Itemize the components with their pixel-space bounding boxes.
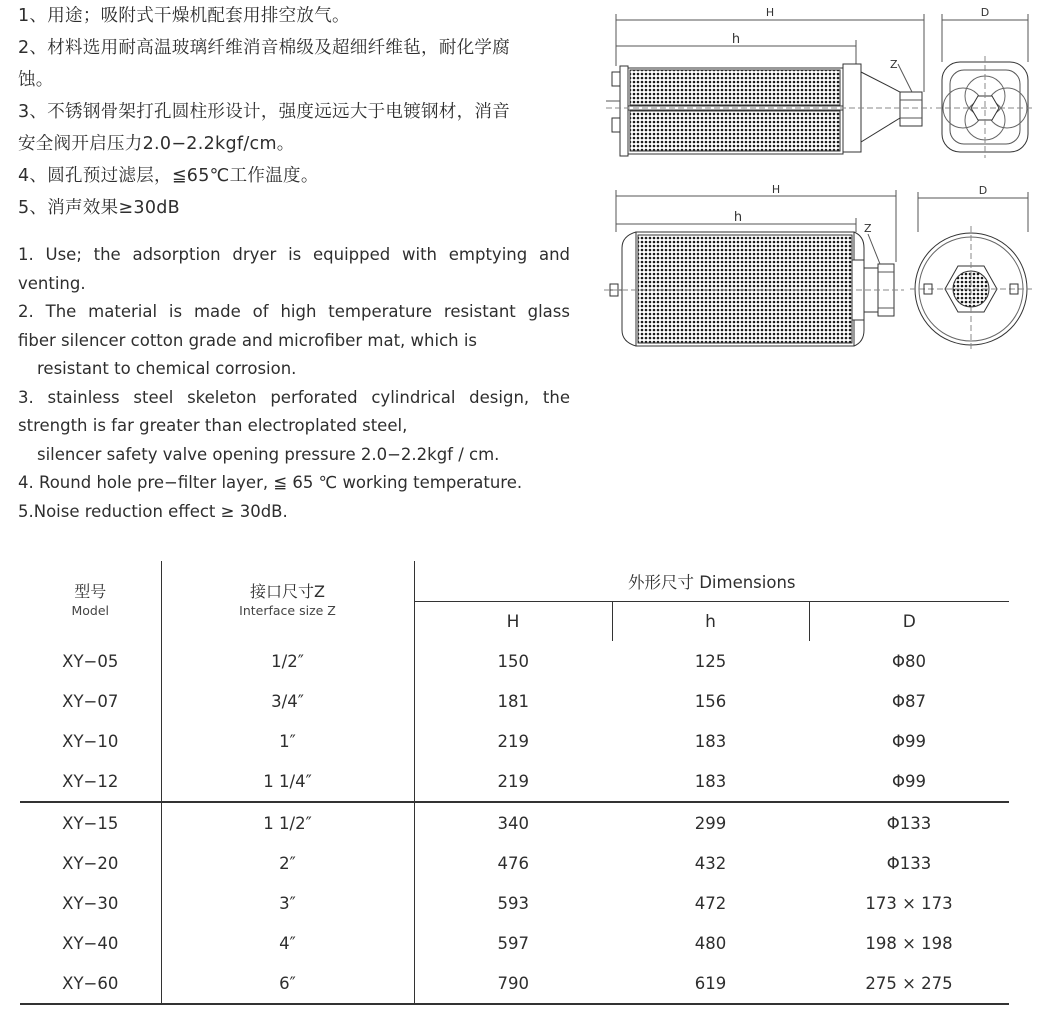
en-item-3-cont: strength is far greater than electroplated steel, <box>18 416 408 435</box>
cn-feature-list <box>18 0 578 224</box>
cell-D: Φ99 <box>892 731 926 751</box>
cell-H: 150 <box>497 651 529 671</box>
cell-h: 125 <box>694 651 727 671</box>
cell-H: 593 <box>497 893 529 913</box>
en-item-5: 5.Noise reduction effect ≥ 30dB. <box>18 501 288 521</box>
cell-h: 183 <box>694 731 727 751</box>
top-dim-D-label: D <box>980 6 990 19</box>
cn-item-5: 5、消声效果≥30dB <box>18 198 180 218</box>
cell-H: 219 <box>497 731 529 751</box>
cn-item-2-cont: 蚀。 <box>18 70 54 90</box>
cell-model: XY−15 <box>20 802 161 843</box>
cell-h: 619 <box>612 963 809 1004</box>
cell-h: 156 <box>694 691 727 711</box>
cell-D: 198 × 198 <box>865 933 953 953</box>
bottom-side-view <box>604 190 904 346</box>
cell-model: XY−07 <box>20 681 161 721</box>
col-D-header: D <box>902 611 916 632</box>
top-side-view <box>606 14 932 156</box>
cell-interface: 1/2″ <box>161 641 414 681</box>
en-feature-list <box>18 241 570 526</box>
cell-D: Φ133 <box>886 853 932 873</box>
cn-item-2: 2、材料选用耐高温玻璃纤维消音棉级及超细纤维毡，耐化学腐 <box>18 38 511 58</box>
cell-D: Φ99 <box>892 771 926 791</box>
cell-model: XY−30 <box>20 883 161 923</box>
cell-model: XY−10 <box>20 721 161 761</box>
cell-D: 275 × 275 <box>809 963 1009 1004</box>
table-row <box>20 761 1009 802</box>
cell-interface: 3/4″ <box>161 681 414 721</box>
cell-h: 480 <box>694 933 727 953</box>
col-model-header <box>20 561 161 641</box>
en-item-3-cont2: silencer safety valve opening pressure 2.0−2.2kgf / cm. <box>37 444 500 464</box>
spec-table-body <box>20 641 1009 1004</box>
cell-h: 472 <box>694 893 727 913</box>
cell-model: XY−20 <box>20 843 161 883</box>
technical-drawings <box>600 0 1040 370</box>
cell-interface: 6″ <box>161 963 414 1004</box>
top-end-view <box>936 14 1034 158</box>
cell-interface: 1″ <box>161 721 414 761</box>
cell-interface: 1 1/4″ <box>161 761 414 802</box>
table-row <box>20 721 1009 761</box>
bottom-dim-h-label: h <box>733 210 743 225</box>
bottom-dim-Z-label: Z <box>864 222 872 235</box>
table-row <box>20 963 1009 1004</box>
cn-item-1: 1、用途；吸附式干燥机配套用排空放气。 <box>18 6 350 26</box>
table-row <box>20 641 1009 681</box>
table-row <box>20 843 1009 883</box>
en-item-1-cont: venting. <box>18 273 86 293</box>
cn-item-3: 3、不锈钢骨架打孔圆柱形设计，强度远远大于电镀钢材，消音 <box>18 102 511 122</box>
cell-H: 181 <box>497 691 529 711</box>
dimensions-header: 外形尺寸 Dimensions <box>414 561 1009 602</box>
cell-D: 173 × 173 <box>865 893 953 913</box>
cell-interface: 4″ <box>161 923 414 963</box>
cell-h: 432 <box>694 853 727 873</box>
cell-D: Φ80 <box>892 651 926 671</box>
bottom-end-view <box>910 192 1032 352</box>
bottom-dim-D-label: D <box>978 184 988 197</box>
model-header-en: Model <box>71 603 110 618</box>
cell-interface: 1 1/2″ <box>161 802 414 843</box>
top-dim-Z-label: Z <box>890 58 898 71</box>
cell-D: Φ133 <box>809 802 1009 843</box>
cell-model: XY−05 <box>20 641 161 681</box>
col-H-header: H <box>414 602 612 642</box>
table-row <box>20 923 1009 963</box>
cell-H: 476 <box>497 853 529 873</box>
table-row <box>20 802 1009 843</box>
spec-table <box>20 561 1009 1005</box>
cell-interface: 2″ <box>161 843 414 883</box>
cell-model: XY−12 <box>20 761 161 802</box>
cell-H: 790 <box>414 963 612 1004</box>
top-dim-h-label: h <box>731 32 741 47</box>
cell-model: XY−60 <box>20 963 161 1004</box>
model-header-cn: 型号 <box>74 582 107 601</box>
cell-interface: 3″ <box>161 883 414 923</box>
top-dim-H-label: H <box>765 6 775 19</box>
interface-header-cn: 接口尺寸Z <box>250 582 325 601</box>
cell-H: 340 <box>414 802 612 843</box>
cell-H: 597 <box>497 933 529 953</box>
en-item-2-cont: fiber silencer cotton grade and microfiber mat, which is <box>18 330 478 350</box>
cell-model: XY−40 <box>20 923 161 963</box>
interface-header-en: Interface size Z <box>239 603 336 618</box>
col-h-header: h <box>612 602 809 642</box>
cell-h: 183 <box>694 771 727 791</box>
cell-h: 299 <box>612 802 809 843</box>
cell-H: 219 <box>497 771 529 791</box>
cn-item-4: 4、圆孔预过滤层，≦65℃工作温度。 <box>18 166 319 186</box>
col-interface-header <box>161 561 414 641</box>
en-item-2-cont2: resistant to chemical corrosion. <box>37 359 297 378</box>
table-row <box>20 681 1009 721</box>
cell-D: Φ87 <box>892 691 926 711</box>
cn-item-3-cont: 安全阀开启压力2.0−2.2kgf/cm。 <box>18 134 295 154</box>
en-item-4: 4. Round hole pre−filter layer, ≦ 65 ℃ working temperature. <box>18 473 523 492</box>
en-item-3: 3. stainless steel skeleton perforated cylindrical design, the <box>18 387 570 407</box>
en-item-2: 2. The material is made of high temperature resistant glass <box>18 302 570 321</box>
en-item-1: 1. Use; the adsorption dryer is equipped with emptying and <box>18 245 570 264</box>
bottom-dim-H-label: H <box>771 183 781 196</box>
table-row <box>20 883 1009 923</box>
